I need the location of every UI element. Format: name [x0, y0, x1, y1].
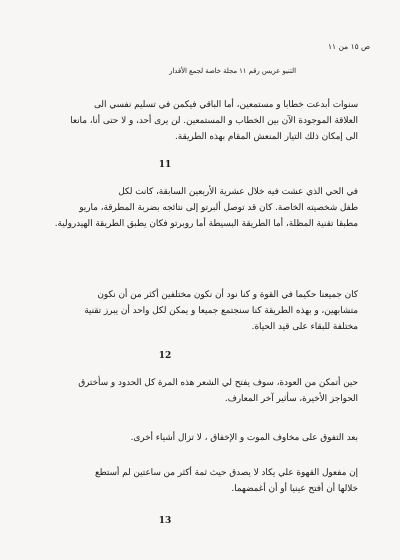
text-line: إن مفعول القهوة علي يكاد لا يصدق حيث ثمة أكثر من ساعتين لم أستطع [94, 468, 358, 478]
text-line: بعد التفوق على مخاوف الموت و الإخفاق ، لا تزال أشياء أخرى. [130, 433, 358, 443]
text-line: مطبقا تقنية المظلة، أما الطريقة البسيطة أما روبرتو فكان يطبق الطريقة الهيدرولية. [54, 219, 358, 229]
section-number: 11 [158, 160, 172, 170]
text-line: خلالها أن أفتح عينيا أو أن أغمضهما. [231, 484, 358, 494]
text-line: حين أتمكن من العودة، سوف يفتح لي الشعر هذه المرة كل الحدود و سأخترق [78, 378, 358, 388]
text-line: مختلفة للبقاء على قيد الحياة. [251, 322, 358, 332]
text-line: كان جميعنا حكيما في القوة و كنا نود أن نكون مختلفين أكثر من أن نكون [97, 290, 358, 300]
text-line: العلاقة الموجودة الآن بين الخطاب و المستمعين. لن يرى أحد، و لا حتى أنا، مانعا [70, 116, 358, 126]
paragraph [36, 184, 358, 232]
text-line: سنوات أبدعت خطابا و مستمعين، أما الباقي فيكمن في تسليم نفسي الى [93, 100, 358, 110]
text-line: طفل شخصيته الخاصة. كان قد توصل ألبرتو إلى نتائجه بضربة المطرقة، ماريو [79, 203, 358, 213]
text-line: متشابهين، و بهذه الطريقة كنا سنجتمع جميعا و يمكن لكل واحد أن يبرز تقنية [84, 306, 358, 316]
paragraph [36, 97, 358, 145]
paragraph [36, 375, 358, 407]
section-number: 13 [158, 516, 172, 526]
paragraph [36, 465, 358, 497]
paragraph [36, 430, 358, 446]
text-line: الى إمكان ذلك التيار المنعش المقام بهذه الطريقة. [174, 132, 358, 142]
text-line: في الحي الذي عشت فيه خلال عشرية الأربعين السابقة، كانت لكل [118, 187, 358, 197]
paragraph [36, 287, 358, 335]
page-number: ص ١٥ من ١١ [328, 42, 371, 51]
section-number: 12 [158, 351, 172, 361]
running-header: التنيو عريس رقم ١١ مجلة خاصة لجمع الأقدار [169, 67, 296, 75]
text-line: الحواجز الأخيرة، سأثير آخر المعارف. [224, 394, 358, 404]
